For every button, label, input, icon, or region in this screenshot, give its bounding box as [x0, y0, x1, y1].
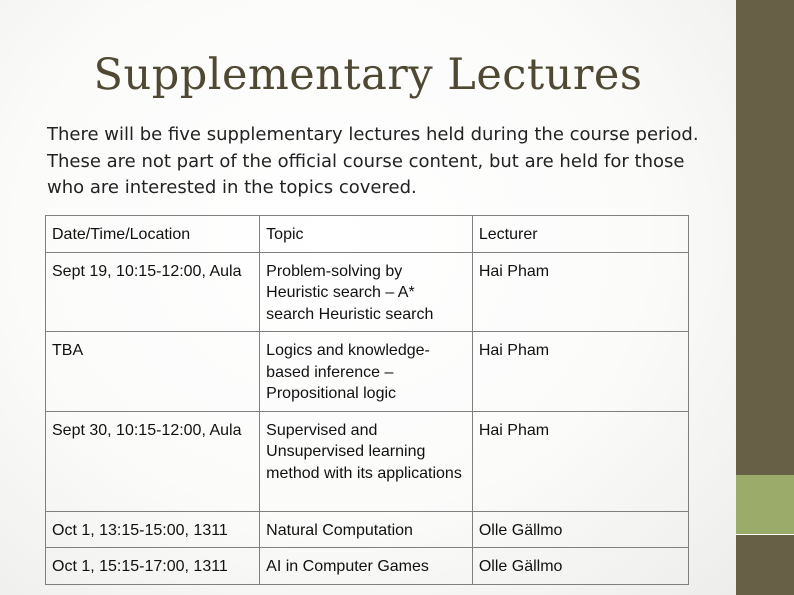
lecture-schedule-table — [45, 215, 689, 585]
table-row — [46, 411, 689, 511]
topic-cell: Supervised and Unsupervised learning method with its applications — [260, 411, 473, 511]
lecturer-cell: Hai Pham — [472, 252, 688, 332]
date-cell: TBA — [46, 332, 260, 412]
side-divider — [736, 534, 794, 535]
lecturer-cell: Olle Gällmo — [472, 548, 688, 585]
table-row — [46, 252, 689, 332]
topic-cell: Problem-solving by Heuristic search – A* search Heuristic search — [260, 252, 473, 332]
topic-cell: Natural Computation — [260, 511, 473, 548]
header-cell: Topic — [260, 216, 473, 253]
header-cell: Lecturer — [472, 216, 688, 253]
intro-paragraph: There will be five supplementary lectures held during the course period. These are not part of the official course content, but are held for those who are interested in the topics covered. — [47, 124, 699, 198]
table-row — [46, 548, 689, 585]
lecturer-cell: Hai Pham — [472, 411, 688, 511]
slide-title: Supplementary Lectures — [93, 50, 643, 100]
topic-cell: AI in Computer Games — [260, 548, 473, 585]
date-cell: Sept 19, 10:15-12:00, Aula — [46, 252, 260, 332]
table-row — [46, 511, 689, 548]
lecturer-cell: Hai Pham — [472, 332, 688, 412]
date-cell: Oct 1, 13:15-15:00, 1311 — [46, 511, 260, 548]
header-cell: Date/Time/Location — [46, 216, 260, 253]
side-accent-block — [736, 475, 794, 534]
table-header-row — [46, 216, 689, 253]
topic-cell: Logics and knowledge-based inference – Propositional logic — [260, 332, 473, 412]
table-row — [46, 332, 689, 412]
date-cell: Sept 30, 10:15-12:00, Aula — [46, 411, 260, 511]
date-cell: Oct 1, 15:15-17:00, 1311 — [46, 548, 260, 585]
lecturer-cell: Olle Gällmo — [472, 511, 688, 548]
